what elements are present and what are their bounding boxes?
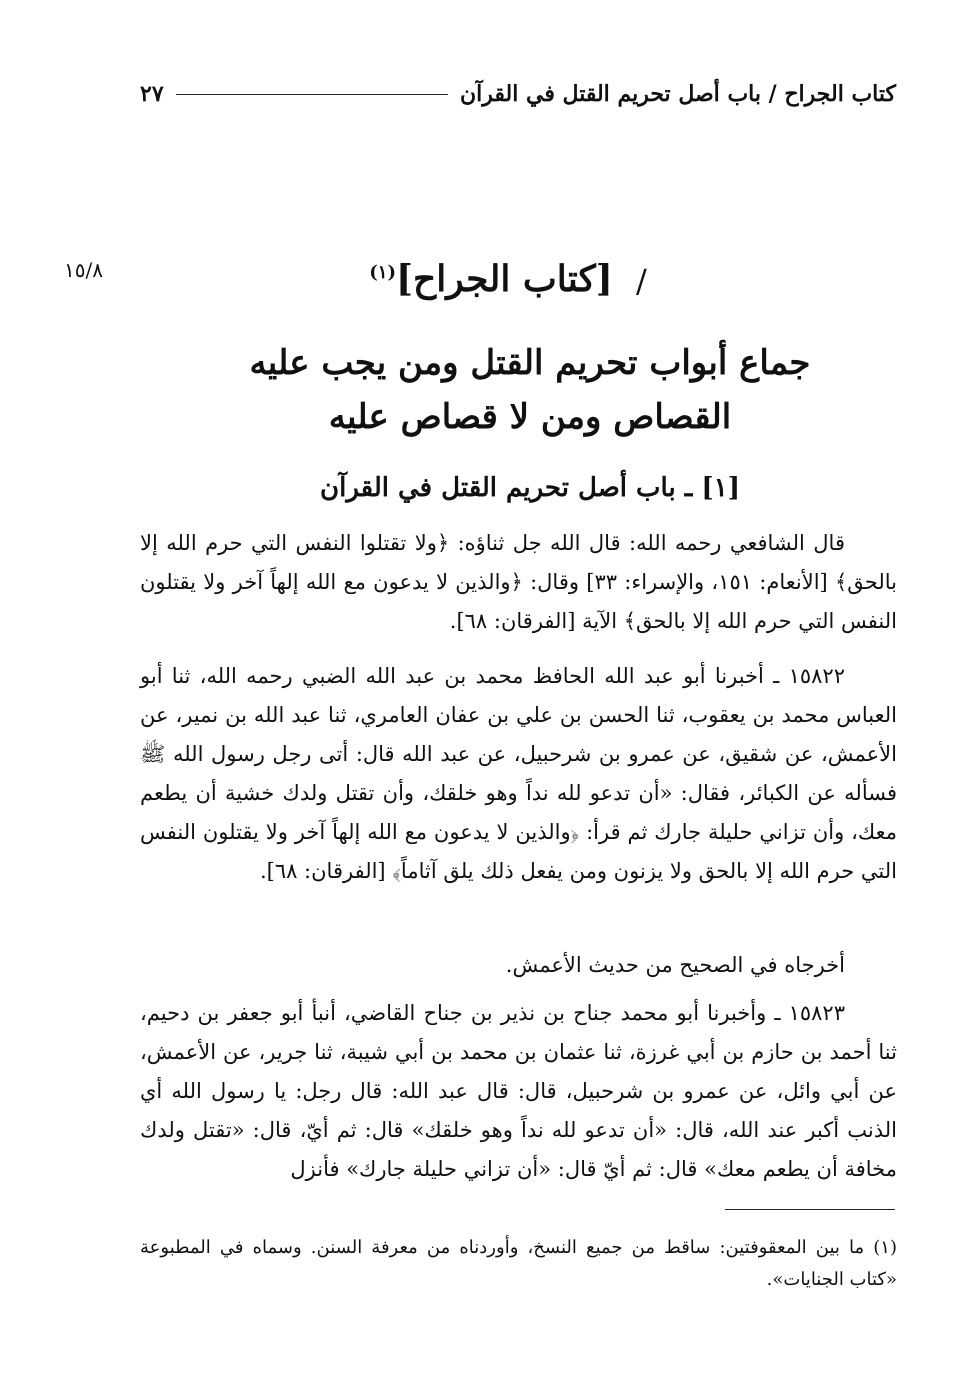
book-title-text: [كتاب الجراح] [395, 258, 613, 300]
footnote-ref: (١) [369, 262, 396, 283]
page-number: ٢٧ [140, 81, 164, 107]
chapter-title: [١] ـ باب أصل تحريم القتل في القرآن [320, 473, 740, 503]
header-rule [176, 94, 448, 95]
header-title: كتاب الجراح / باب أصل تحريم القتل في القرآن [460, 81, 896, 107]
running-header [140, 74, 896, 114]
paragraph-intro: قال الشافعي رحمه الله: قال الله جل ثناؤه: ﴿ولا تقتلوا النفس التي حرم الله إلا بالحق﴾ [الأنعام: ١٥١، والإسراء: ٣٣] وقال: ﴿والذين لا يدعون مع الله إلهاً آخر ولا يقتلون النفس التي حرم الله إلا بالحق﴾ الآية [الفرقان: ٦٨]. [140, 531, 897, 633]
volume-reference: ١٥/٨ [64, 258, 103, 282]
paragraph-takhrij: أخرجاه في الصحيح من حديث الأعمش. [505, 953, 845, 977]
paragraph-hadith-15822: ١٥٨٢٢ ـ أخبرنا أبو عبد الله الحافظ محمد بن عبد الله الضبي رحمه الله، ثنا أبو العباس محمد بن يعقوب، ثنا الحسن بن علي بن عفان العامري، ثنا عبد الله بن نمير، عن الأعمش، عن شقيق، عن عمرو بن شرحبيل، عن عبد الله قال: أتى رجل رسول الله ﷺ فسأله عن الكبائر، فقال: «أن تدعو لله نداً وهو خلقك، وأن تقتل ولدك خشية أن يطعم معك، وأن تزاني حليلة جارك ثم قرأ: ﴿والذين لا يدعون مع الله إلهاً آخر ولا يقتلون النفس التي حرم الله إلا بالحق ولا يزنون ومن يفعل ذلك يلق آثاماً﴾ [الفرقان: ٦٨]. [140, 664, 897, 883]
page-break-marker: / [636, 262, 647, 300]
footnote: (١) ما بين المعقوفتين: ساقط من جميع النسخ، وأوردناه من معرفة السنن. وسماه في المطبوعة «كتاب الجنايات». [140, 1237, 897, 1290]
book-title [356, 258, 626, 300]
paragraph-hadith-15823: ١٥٨٢٣ ـ وأخبرنا أبو محمد جناح بن نذير بن جناح القاضي، أنبأ أبو جعفر بن دحيم، ثنا أحمد بن حازم بن أبي غرزة، ثنا عثمان بن محمد بن أبي شيبة، ثنا جرير، عن الأعمش، عن أبي وائل، عن عمرو بن شرحبيل، قال: قال عبد الله: قال رجل: يا رسول الله أي الذنب أكبر عند الله، قال: «أن تدعو لله نداً وهو خلقك» قال: ثم أيّ، قال: «تقتل ولدك مخافة أن يطعم معك» قال: ثم أيّ قال: «أن تزاني حليلة جارك» فأنزل [140, 1001, 897, 1181]
section-title-line-2: القصاص ومن لا قصاص عليه [328, 397, 732, 437]
footnote-rule [725, 1209, 895, 1210]
section-title [150, 336, 910, 444]
section-title-line-1: جماع أبواب تحريم القتل ومن يجب عليه [249, 343, 811, 383]
